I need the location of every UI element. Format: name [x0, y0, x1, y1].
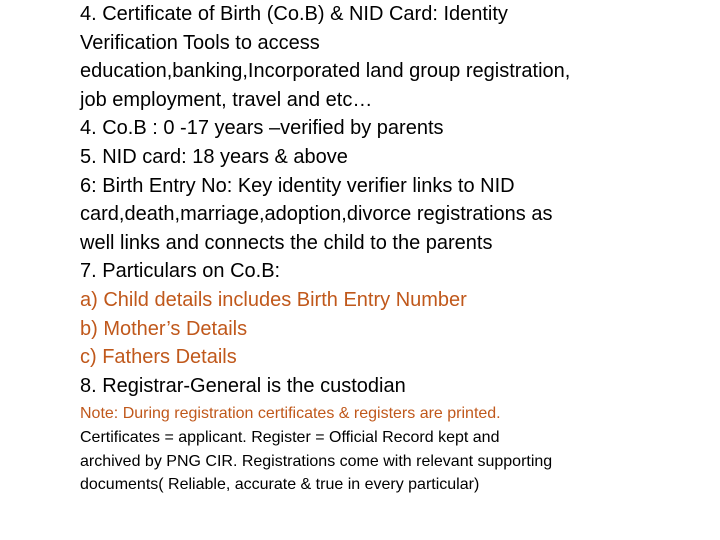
particular-item: b) Mother’s Details: [80, 317, 248, 340]
particular-item: a) Child details includes Birth Entry Number: [80, 288, 467, 311]
text-line: 7. Particulars on Co.B:: [80, 260, 281, 283]
text-line: education,banking,Incorporated land group registration,: [80, 60, 571, 83]
text-line: 6: Birth Entry No: Key identity verifier links to NID: [80, 174, 515, 197]
text-line: 4. Certificate of Birth (Co.B) & NID Card: Identity: [80, 3, 508, 25]
note-block: [80, 402, 710, 496]
custodian-line: 8. Registrar-General is the custodian: [80, 374, 406, 397]
main-text-block: [80, 0, 710, 400]
text-line: job employment, travel and etc…: [80, 88, 373, 111]
text-line: 5. NID card: 18 years & above: [80, 145, 348, 168]
slide-content: [80, 0, 710, 497]
note-line: Certificates = applicant. Register = Official Record kept and: [80, 428, 500, 446]
text-line: well links and connects the child to the parents: [80, 231, 493, 254]
text-line: Verification Tools to access: [80, 31, 320, 54]
text-line: 4. Co.B : 0 -17 years –verified by parents: [80, 117, 444, 140]
note-line: archived by PNG CIR. Registrations come with relevant supporting: [80, 452, 553, 470]
text-line: card,death,marriage,adoption,divorce registrations as: [80, 203, 553, 226]
particular-item: c) Fathers Details: [80, 346, 237, 369]
note-line: documents( Reliable, accurate & true in every particular): [80, 476, 480, 494]
note-line: Note: During registration certificates & registers are printed.: [80, 405, 501, 423]
